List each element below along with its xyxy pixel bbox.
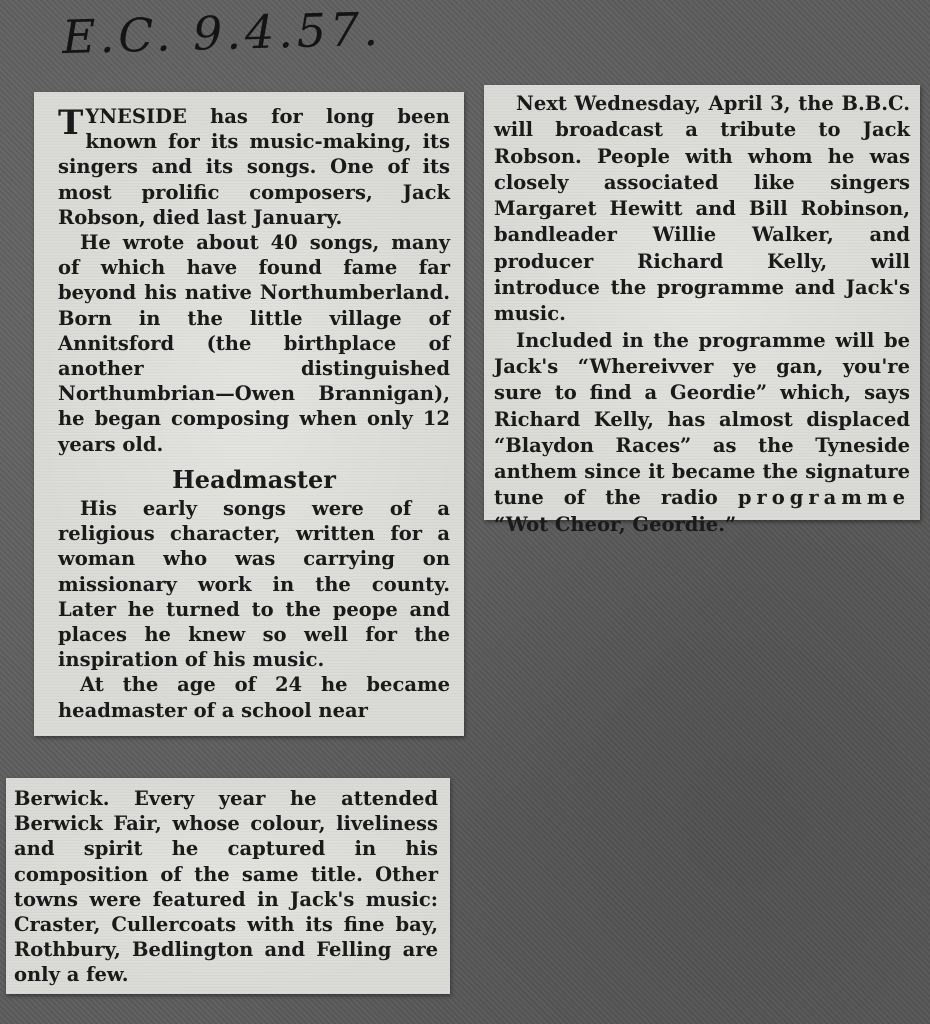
programme-title: “Wot Cheor, Geordie.” [494,512,737,536]
clipping-column-1 [34,92,464,736]
clipping-column-3 [6,778,450,994]
programme-word: programme [737,486,910,510]
clipping-column-2 [484,85,920,536]
paragraph-berwick: Berwick. Every year he attended Berwick Fair, whose colour, liveliness and spirit he captured in his composition of the same title. Other towns were featured in Jack's music: Craster, Cullercoats with its fine bay, Rothbury, Bedlington and Felling are only a few. [14,787,438,987]
intro-text: YNESIDE has for long been known for its music-making, its singers and its songs. One of its most prolific composers, Jack Robson, died last January. [58,105,450,229]
paragraph-broadcast: Next Wednesday, April 3, the B.B.C. will broadcast a tribute to Jack Robson. People with whom he was closely associated like singers Margaret Hewitt and Bill Robinson, bandleader Willie Walker, and producer Richard Kelly, will introduce the programme and Jack's music. [494,92,910,326]
paragraph-programme [494,328,910,538]
paragraph-songs: He wrote about 40 songs, many of which have found fame far beyond his native Northumberland. Born in the little village of Annitsford (the birthplace of another distinguished Northumbrian—Owen Brannigan), he began composing when only 12 years old. [58,231,450,456]
paragraph-early-songs: His early songs were of a religious character, written for a woman who was carrying on missionary work in the county. Later he turned to the peope and places he knew so well for the inspiration of his music. [58,497,450,672]
programme-text: Included in the programme will be Jack's “Whereivver ye gan, you're sure to find a Geordie” which, says Richard Kelly, has almost displaced “Blaydon Races” as the Tyneside anthem since it became the signature tune of the radio [494,328,910,510]
paragraph-intro [58,104,450,230]
paragraph-headmaster: At the age of 24 he became headmaster of a school near [58,673,450,722]
handwritten-date: E.C. 9.4.57. [61,1,383,65]
subheading-headmaster: Headmaster [172,464,336,494]
drop-cap: T [58,103,84,143]
